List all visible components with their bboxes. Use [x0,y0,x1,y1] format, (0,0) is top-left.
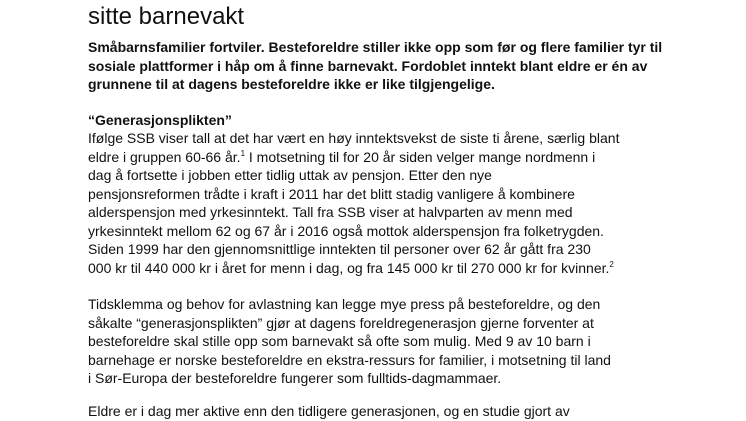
text-line [88,148,688,167]
text-line [88,259,688,278]
text-line: barnehage er norske besteforeldre en ekstra-ressurs for familier, i motsetning til land [88,351,611,368]
text-line: såkalte “generasjonsplikten” gjør at dagens foreldregenerasjon gjerne forventer at [88,314,594,331]
text-line: alderspensjon med yrkesinntekt. Tall fra SSB viser at halvparten av menn med [88,204,573,220]
footnote-marker[interactable]: 2 [609,259,614,269]
body-paragraph-1 [88,129,688,277]
text-line: yrkesinntekt mellom 62 og 67 år i 2016 også mottok alderspensjon fra folketrygden. [88,222,604,239]
body-paragraph-2 [88,295,688,388]
text-line: Eldre er i dag mer aktive enn den tidligere generasjonen, og en studie gjort av [88,403,570,419]
document-title: sitte barnevakt [88,3,245,30]
text-line: i Sør-Europa der besteforeldre fungerer som fulltids-dagmammaer. [88,370,502,386]
text-line: Tidsklemma og behov for avlastning kan legge mye press på besteforeldre, og den [88,296,601,312]
text-line: dag å fortsette i jobben etter tidlig uttak av pensjon. Etter den nye [88,167,492,183]
footnote-marker[interactable]: 1 [240,148,246,158]
text-line: pensjonsreformen trådte i kraft i 2011 har det blitt stadig vanligere å kombinere [88,185,575,202]
text-line: Ifølge SSB viser tall at det har vært en høy inntektsvekst de siste ti årene, særlig blant [88,130,620,146]
section-heading: “Generasjonsplikten” [88,112,232,128]
text-fragment: eldre i gruppen 60-66 år. [88,148,241,165]
text-fragment: 000 kr til 440 000 kr i året for menn i dag, og fra 145 000 kr til 270 000 kr for kvinner. [88,259,610,276]
text-line: Siden 1999 har den gjennomsnittlige inntekten til personer over 62 år gått fra 230 [88,241,591,257]
text-line: besteforeldre skal stille opp som barnevakt så ofte som mulig. Med 9 av 10 barn i [88,333,591,349]
text-fragment: I motsetning til for 20 år siden velger mange nordmenn i [245,148,596,165]
body-paragraph-3 [88,402,688,421]
lead-paragraph: Småbarnsfamilier fortviler. Besteforeldre stiller ikke opp som før og flere familier tyr til sosiale plattformer i håp om å finne barnevakt. Fordoblet inntekt blant eldre er én av grunnene til at dagens besteforeldre ikke er like tilgjengelige. [88,39,663,92]
